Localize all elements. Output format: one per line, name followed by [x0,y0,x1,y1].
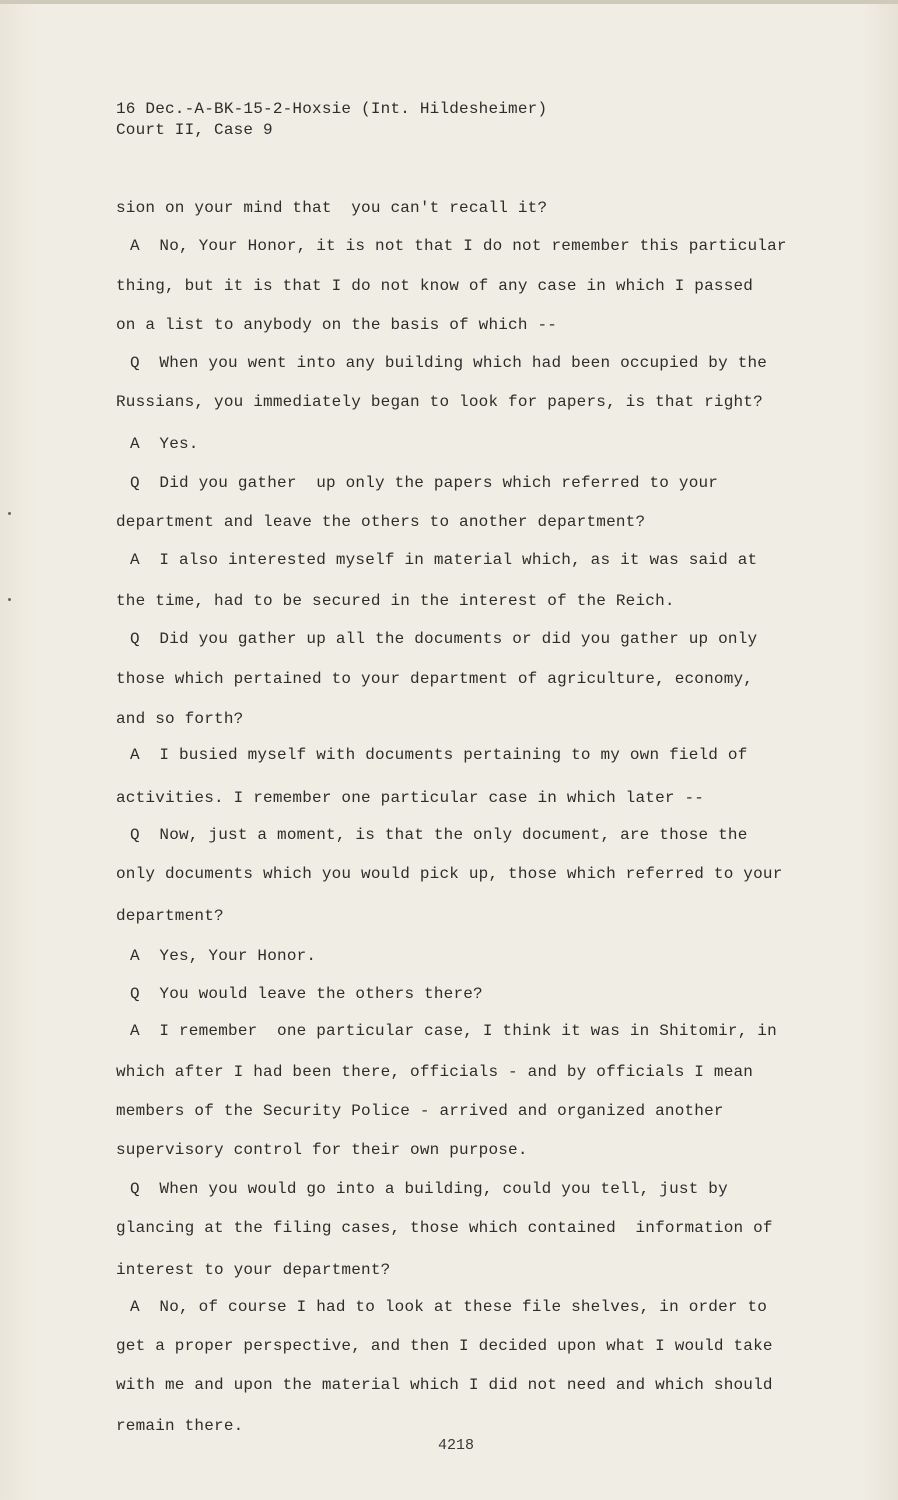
transcript-line: glancing at the filing cases, those which contained information of [116,1219,773,1237]
transcript-line: A I busied myself with documents pertaining to my own field of [130,746,748,764]
transcript-line: department and leave the others to another department? [116,513,646,531]
transcript-line: A Yes, Your Honor. [130,947,317,965]
transcript-line: Russians, you immediately began to look for papers, is that right? [116,393,763,411]
transcript-line: Q Did you gather up only the papers which referred to your [130,474,719,492]
transcript-line: Q When you would go into a building, could you tell, just by [130,1180,728,1198]
transcript-line: interest to your department? [116,1261,391,1279]
header-case-reference: 16 Dec.-A-BK-15-2-Hoxsie (Int. Hildesheimer) [116,100,548,118]
transcript-line: only documents which you would pick up, those which referred to your [116,865,783,883]
transcript-line: the time, had to be secured in the interest of the Reich. [116,592,675,610]
transcript-line: A No, of course I had to look at these file shelves, in order to [130,1298,768,1316]
page-number: 4218 [438,1437,475,1454]
transcript-line: A I remember one particular case, I think it was in Shitomir, in [130,1022,777,1040]
transcript-line: remain there. [116,1417,244,1435]
transcript-line: Q You would leave the others there? [130,985,483,1003]
transcript-line: those which pertained to your department of agriculture, economy, [116,670,754,688]
transcript-line: which after I had been there, officials - and by officials I mean [116,1063,754,1081]
transcript-line: and so forth? [116,710,244,728]
transcript-line: Q Now, just a moment, is that the only document, are those the [130,826,748,844]
transcript-line: Q Did you gather up all the documents or did you gather up only [130,630,758,648]
transcript-line: sion on your mind that you can't recall it? [116,199,548,217]
header-court-case: Court II, Case 9 [116,121,273,139]
transcript-line: A I also interested myself in material which, as it was said at [130,551,758,569]
paper-speck [8,512,11,515]
transcript-line: department? [116,907,224,925]
transcript-line: with me and upon the material which I did not need and which should [116,1376,773,1394]
transcript-line: get a proper perspective, and then I decided upon what I would take [116,1337,773,1355]
transcript-line: Q When you went into any building which had been occupied by the [130,354,768,372]
transcript-line: A Yes. [130,435,199,453]
transcript-line: A No, Your Honor, it is not that I do not remember this particular [130,237,787,255]
transcript-line: members of the Security Police - arrived and organized another [116,1102,724,1120]
transcript-line: activities. I remember one particular case in which later -- [116,789,705,807]
paper-speck [8,598,11,601]
transcript-line: on a list to anybody on the basis of which -- [116,316,558,334]
transcript-line: supervisory control for their own purpose. [116,1141,528,1159]
transcript-line: thing, but it is that I do not know of any case in which I passed [116,277,754,295]
